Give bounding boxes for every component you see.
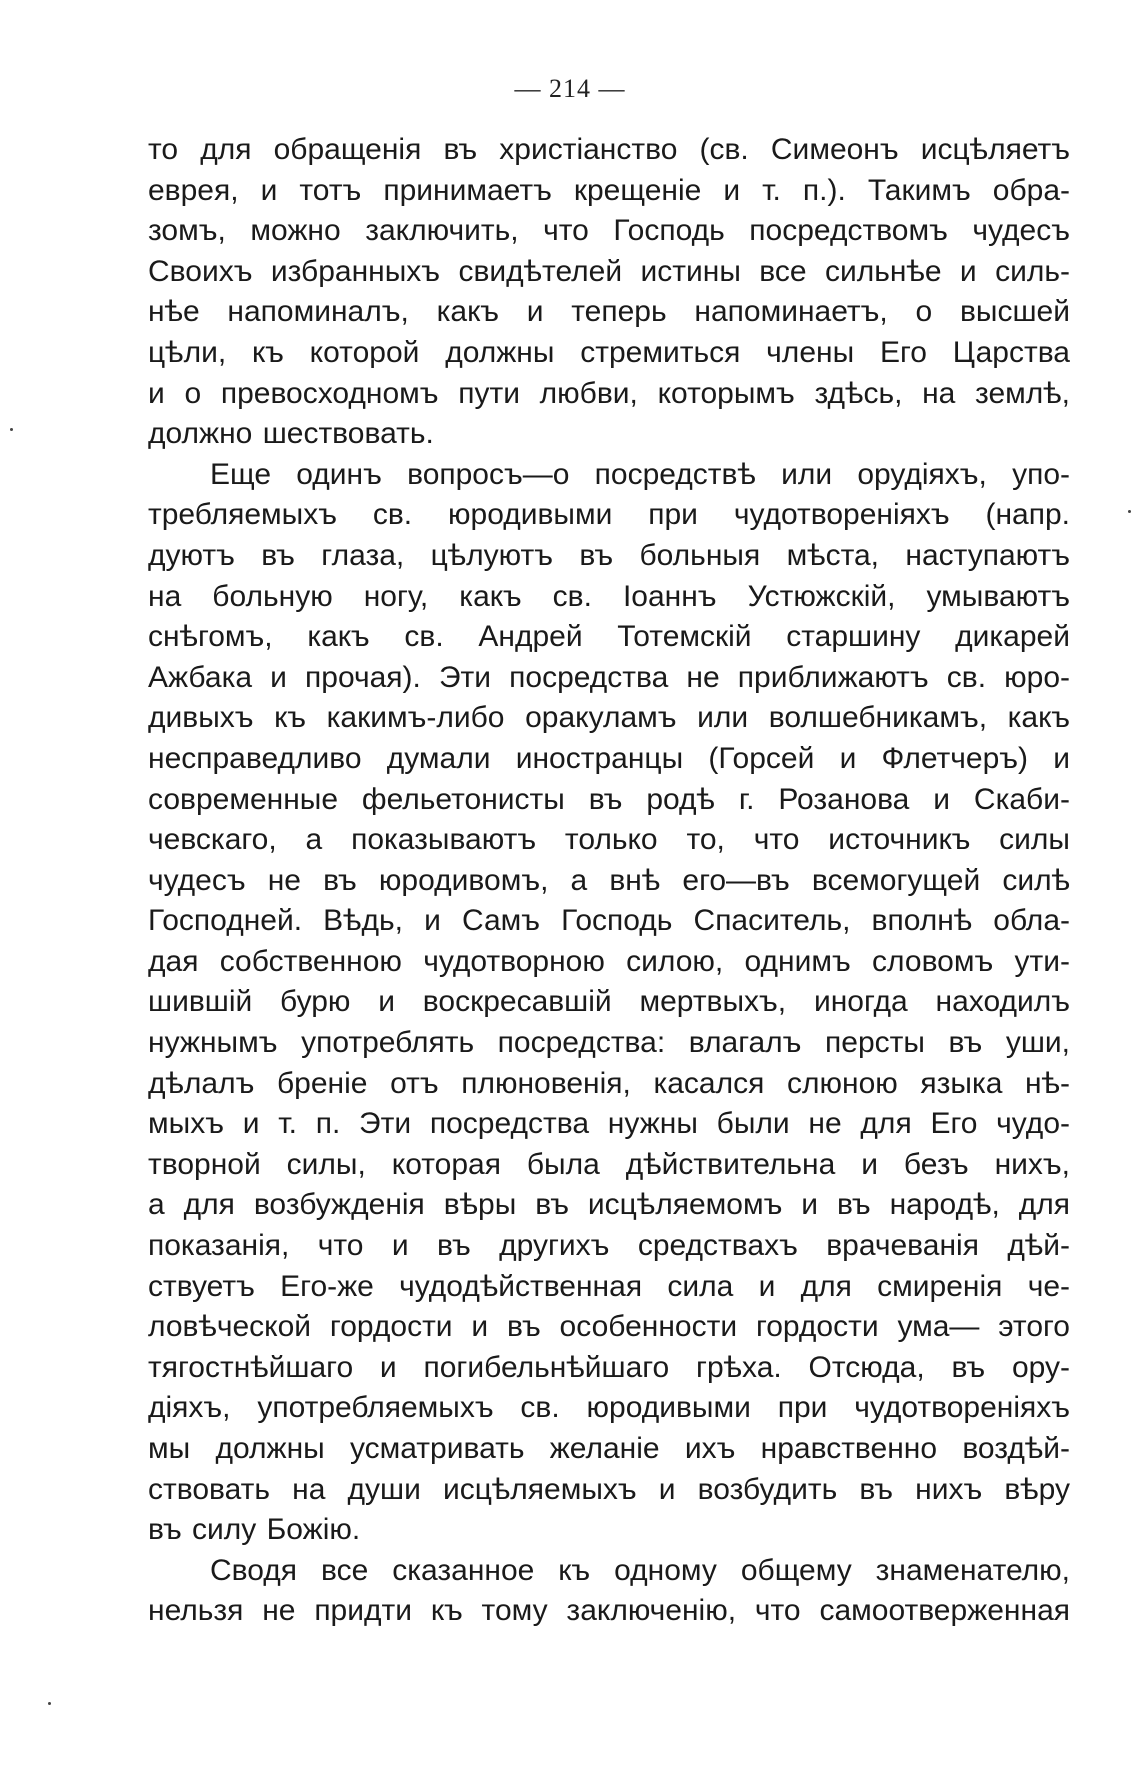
text-line: еврея, и тотъ принимаетъ крещеніе и т. п.). Такимъ обра-	[148, 173, 1070, 207]
text-line: требляемыхъ св. юродивыми при чудотвореніяхъ (напр.	[148, 498, 1070, 532]
text-line: мыхъ и т. п. Эти посредства нужны были не для Его чудо-	[148, 1107, 1070, 1141]
text-line: тягостнѣйшаго и погибельнѣйшаго грѣха. Отсюда, въ ору-	[148, 1350, 1070, 1384]
text-line: снѣгомъ, какъ св. Андрей Тотемскій старшину дикарей	[148, 620, 1070, 654]
text-line: Ажбака и прочая). Эти посредства не приближаютъ св. юро-	[148, 660, 1070, 694]
page-number: — 214 —	[514, 74, 626, 103]
text-line: чевскаго, а показываютъ только то, что источникъ силы	[148, 823, 1070, 857]
text-line: современные фельетонисты въ родѣ г. Розанова и Скаби-	[148, 782, 1070, 816]
text-line: нельзя не придти къ тому заключенію, что самоотверженная	[148, 1594, 1070, 1628]
text-line: дая собственною чудотворною силою, однимъ словомъ ути-	[148, 944, 1070, 978]
text-line: дѣлалъ бреніе отъ плюновенія, касался слюною языка нѣ-	[148, 1066, 1070, 1100]
text-line: несправедливо думали иностранцы (Горсей и Флетчеръ) и	[148, 741, 1070, 775]
text-line: шившій бурю и воскресавшій мертвыхъ, иногда находилъ	[148, 985, 1070, 1019]
text-line: въ силу Божію.	[148, 1513, 361, 1547]
print-speck	[10, 428, 13, 431]
text-line: зомъ, можно заключить, что Господь посредствомъ чудесъ	[148, 214, 1070, 248]
text-line: чудесъ не въ юродивомъ, а внѣ его—въ всемогущей силѣ	[148, 863, 1070, 897]
text-line: нѣе напоминалъ, какъ и теперь напоминаетъ, о высшей	[148, 295, 1070, 329]
text-line: Господней. Вѣдь, и Самъ Господь Спаситель, вполнѣ обла-	[148, 904, 1070, 938]
text-line: Сводя все сказанное къ одному общему знаменателю,	[210, 1553, 1070, 1587]
text-line: на больную ногу, какъ св. Іоаннъ Устюжскій, умываютъ	[148, 579, 1070, 613]
body-text	[148, 130, 1070, 1632]
text-line: дуютъ въ глаза, цѣлуютъ въ больныя мѣста, наступаютъ	[148, 538, 1070, 572]
text-line: то для обращенія въ христіанство (св. Симеонъ исцѣляетъ	[148, 133, 1070, 166]
text-line: нужнымъ употреблять посредства: влагалъ персты въ уши,	[148, 1026, 1070, 1060]
text-line: діяхъ, употребляемыхъ св. юродивыми при чудотвореніяхъ	[148, 1391, 1070, 1425]
text-line: цѣли, къ которой должны стремиться члены Его Царства	[148, 335, 1070, 369]
print-speck	[48, 1702, 51, 1705]
text-line: Своихъ избранныхъ свидѣтелей истины все сильнѣе и силь-	[148, 254, 1070, 288]
text-line: ствовать на души исцѣляемыхъ и возбудить въ нихъ вѣру	[148, 1472, 1070, 1506]
text-line: и о превосходномъ пути любви, которымъ здѣсь, на землѣ,	[148, 376, 1070, 410]
text-line: дивыхъ къ какимъ-либо оракуламъ или волшебникамъ, какъ	[148, 701, 1070, 735]
text-line: Еще одинъ вопросъ—о посредствѣ или орудіяхъ, упо-	[210, 457, 1070, 491]
text-line: а для возбужденія вѣры въ исцѣляемомъ и въ народѣ, для	[148, 1188, 1070, 1222]
text-line: мы должны усматривать желаніе ихъ нравственно воздѣй-	[148, 1432, 1070, 1465]
text-line: показанія, что и въ другихъ средствахъ врачеванія дѣй-	[148, 1229, 1070, 1263]
text-line: творной силы, которая была дѣйствительна и безъ нихъ,	[148, 1147, 1070, 1181]
text-line: ствуетъ Его-же чудодѣйственная сила и для смиренія че-	[148, 1269, 1070, 1303]
text-line: ловѣческой гордости и въ особенности гордости ума— этого	[148, 1310, 1070, 1344]
print-speck	[1128, 510, 1131, 513]
text-line: должно шествовать.	[148, 417, 434, 451]
